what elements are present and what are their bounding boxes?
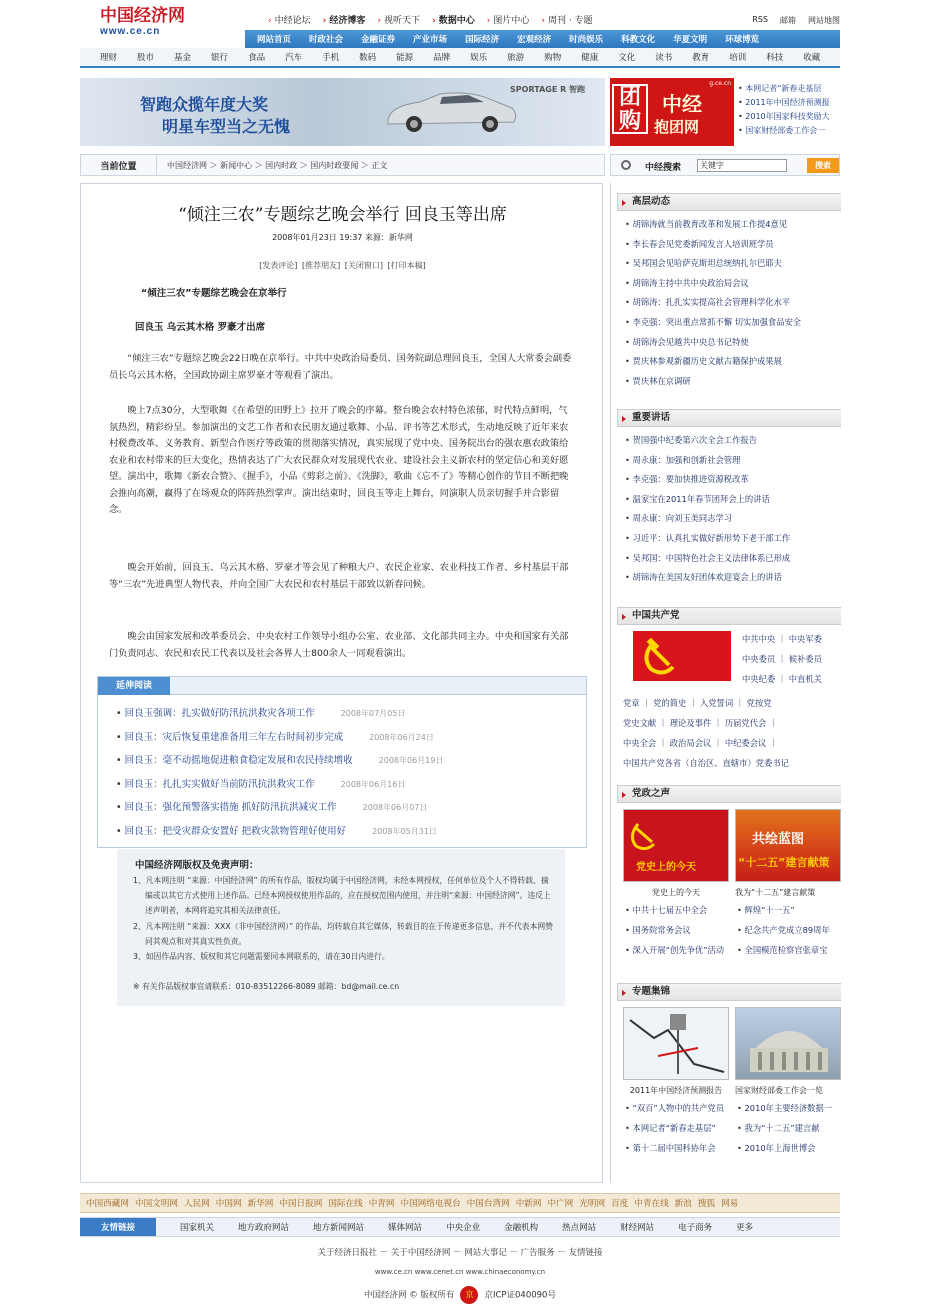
- logo-text: 中国经济网: [100, 6, 185, 26]
- copyright-notice: [117, 849, 565, 1006]
- friend-link[interactable]: 金融机构: [504, 1223, 539, 1233]
- image-text: 党史上的今天: [636, 862, 696, 873]
- copyright-item: 2、凡本网注明 “来源：XXX（非中国经济网）” 的作品，均转载自其它媒体，转载目的在于传递更多信息，并不代表本网赞同其观点和对其真实性负责。: [133, 921, 553, 946]
- footer-copyright-text: 中国经济网 © 版权所有: [364, 1290, 455, 1301]
- sidebar-news-item[interactable]: • 吴邦国：中国特色社会主义法律体系已形成: [617, 549, 841, 569]
- section-title: 党政之声: [617, 785, 841, 803]
- cpc-link-row[interactable]: 中国共产党各省（自治区、直辖市）党委书记: [623, 758, 789, 768]
- media-link[interactable]: 中青网: [368, 1199, 395, 1209]
- tuangou-ad[interactable]: [610, 78, 734, 146]
- main-nav-item[interactable]: 时尚娱乐: [569, 35, 604, 45]
- copyright-title: 中国经济网版权及免责声明：: [135, 860, 259, 871]
- cpc-link-row[interactable]: 中央全会 ｜ 政治局会议 ｜ 中纪委会议 ｜: [623, 738, 778, 748]
- cpc-link-row[interactable]: 中央委员 ｜ 候补委员: [742, 654, 822, 664]
- friend-link[interactable]: 热点网站: [562, 1223, 597, 1233]
- topnav-item[interactable]: › 图片中心: [487, 13, 530, 26]
- logo-url: www.ce.cn: [100, 26, 161, 37]
- category-nav-item[interactable]: 娱乐: [470, 53, 488, 63]
- sidebar-news-item[interactable]: • 胡锦涛就当前教育改革和发展工作提4意见: [617, 215, 841, 235]
- sidebar-news-item[interactable]: • 胡锦涛：扎扎实实提高社会管理科学化水平: [617, 293, 841, 313]
- party-flag-image[interactable]: [633, 631, 731, 681]
- extended-reading-link[interactable]: 回良玉：扎扎实实做好当前防汛抗洪救灾工作: [124, 778, 315, 790]
- media-link[interactable]: 中国日报网: [279, 1199, 323, 1209]
- copyright-contact: ※ 有关作品版权事宜请联系：010-83512266-8089 邮箱：bd@mail.ce.cn: [133, 982, 400, 991]
- category-nav-item[interactable]: 收藏: [803, 53, 821, 63]
- search-box: [610, 154, 840, 176]
- extended-reading-link[interactable]: 回良玉：毫不动摇地促进粮食稳定发展和农民持续增收: [124, 755, 353, 766]
- header: [80, 0, 840, 37]
- sidebar-news-item[interactable]: • 胡锦涛会见越共中央总书记特使: [617, 333, 841, 353]
- section-cpc: [617, 607, 841, 777]
- sidebar-news-item[interactable]: • 本网记者“新春走基层”: [617, 1119, 727, 1139]
- sidebar-news-item[interactable]: • 纪念共产党成立89周年: [729, 921, 841, 941]
- category-nav-item[interactable]: 购物: [544, 53, 562, 63]
- car-banner-ad[interactable]: [80, 78, 605, 146]
- category-nav-item[interactable]: 健康: [581, 53, 599, 63]
- category-nav-item[interactable]: 文化: [618, 53, 636, 63]
- sidebar-news-item[interactable]: • 中共十七届五中全会: [617, 901, 727, 921]
- police-seal-icon[interactable]: 京: [460, 1286, 478, 1304]
- friend-link[interactable]: 财经网站: [620, 1223, 655, 1233]
- friend-link[interactable]: 国家机关: [180, 1223, 215, 1233]
- footer-copyright: [80, 1286, 840, 1304]
- sidebar-news-item[interactable]: • 第十二届中国科协年会: [617, 1139, 727, 1159]
- banner-line2: 明星车型当之无愧: [162, 117, 291, 136]
- media-link[interactable]: 人民网: [183, 1199, 210, 1209]
- copyright-item: 1、凡本网注明 “来源：中国经济网” 的所有作品，版权均属于中国经济网，未经本网授权，任何单位及个人不得转载、摘编或以其它方式使用上述作品。已经本网授权使用作品的，应在授权范围内使用，并注明“来源：中国经济网”。违反上述声明者，本网将追究其相关法律责任。: [133, 876, 551, 916]
- dangshi-today-image[interactable]: [623, 809, 729, 882]
- article-paragraph: “倾注三农”专题综艺晚会22日晚在京举行。中共中央政治局委员、国务院副总理回良玉，全国人大常委会副委员长乌云其木格，全国政协副主席罗豪才等观看了演出。: [109, 353, 572, 381]
- article-paragraph: 晚会由国家发展和改革委员会、中央农村工作领导小组办公室、农业部、文化部共同主办。中央和国家有关部门负责同志、农民和农民工代表以及社会各界人士800余人一同观看演出。: [109, 631, 569, 659]
- section-gaoceng: [617, 193, 841, 391]
- sidebar-news-item[interactable]: • 我为“十二五”建言献: [729, 1119, 841, 1139]
- media-link[interactable]: 中新网: [515, 1199, 542, 1209]
- search-icon: [621, 160, 631, 170]
- category-nav-item[interactable]: 股市: [137, 53, 155, 63]
- sidebar-news-item[interactable]: • 辉煌“十一五”: [729, 901, 841, 921]
- car-image: [380, 88, 520, 133]
- topnav-item[interactable]: › 周刊 · 专题: [541, 13, 592, 26]
- friend-links: [80, 1217, 840, 1237]
- sidebar-news-item[interactable]: • 温家宝在2011年春节团拜会上的讲话: [617, 490, 841, 510]
- hammer-sickle-icon: [633, 631, 731, 681]
- sidebar-news-item[interactable]: • 2010年上海世博会: [729, 1139, 841, 1159]
- footer-domains: www.ce.cn www.cenet.cn www.chinaeconomy.cn: [374, 1268, 546, 1276]
- shierwu-image[interactable]: [735, 809, 841, 882]
- sidebar-news-item[interactable]: • 贾庆林参观新疆历史文献古籍保护成果展: [617, 352, 841, 372]
- ministry-building-image[interactable]: [735, 1007, 841, 1080]
- article-paragraph: 晚会开始前，回良玉、乌云其木格、罗豪才等会见了种粮大户、农民企业家、农业科技工作者、乡村基层干部等“三农”先进典型人物代表，并向全国广大农民和农村基层干部致以新春问候。: [109, 562, 569, 590]
- sidebar-news-item[interactable]: • 全国模范检察官张章宝: [729, 941, 841, 961]
- section-jianghua: [617, 409, 841, 588]
- media-link[interactable]: 新华网: [247, 1199, 274, 1209]
- media-link[interactable]: 中国网: [215, 1199, 242, 1209]
- sidebar-news-item[interactable]: • “双百”人物中的共产党员: [617, 1099, 727, 1119]
- extended-reading-date: 2008年06月16日: [340, 779, 406, 789]
- sidebar-news-item[interactable]: • 深入开展“创先争优”活动: [617, 941, 727, 961]
- main-nav-item[interactable]: 华夏文明: [673, 35, 708, 45]
- footer-links[interactable]: 关于经济日报社 － 关于中国经济网 － 网站大事记 － 广告服务 － 友情链接: [317, 1248, 603, 1258]
- top-news-item[interactable]: • 国家财经部委工作会一: [738, 124, 840, 138]
- sidebar-news-item[interactable]: • 胡锦涛在美国友好团体欢迎宴会上的讲话: [617, 568, 841, 588]
- breadcrumb: [80, 154, 605, 176]
- main-nav-item[interactable]: 环球博览: [725, 35, 760, 45]
- section-dangzheng: [617, 785, 841, 965]
- sidebar-news-item[interactable]: • 李长春会见党委新闻发言人培训班学员: [617, 235, 841, 255]
- section-title: 专题集锦: [617, 983, 841, 1001]
- extended-reading-title: 延伸阅读: [98, 677, 170, 695]
- extended-reading-link[interactable]: 回良玉：灾后恢复重建准备用三年左右时间初步完成: [124, 731, 344, 743]
- sitemap-link[interactable]: 网站地图: [808, 16, 840, 25]
- main-nav-item[interactable]: 宏观经济: [517, 35, 552, 45]
- media-link[interactable]: 国际在线: [328, 1199, 363, 1209]
- top-news-list: [738, 82, 840, 138]
- cpc-link-row[interactable]: 中央纪委 ｜ 中直机关: [742, 674, 822, 684]
- page: [80, 0, 840, 1301]
- image-text: “十二五”建言献策: [738, 856, 830, 869]
- article-tools[interactable]: [发表评论] [推荐朋友] [关闭窗口] [打印本稿]: [259, 261, 426, 270]
- article-paragraph: 晚上7点30分，大型歌舞《在希望的田野上》拉开了晚会的序幕。整台晚会农村特色浓郁，时代特点鲜明，气氛热烈，精彩纷呈。参加演出的文艺工作者和农民朋友通过歌舞、小品、评书等艺术形式，生动地反映了近年来农村税费改革、义务教育、新型合作医疗等政策的贯彻落实情况，真实展现了党中央、国务院出台的强农惠农政策给农业和农村带来的巨大变化，热情表达了广大农民群众对发展现代农业、建设社会主义新农村的坚定信心和美好愿望。演出中，歌舞《新农合赞》、《握手》，小品《剪彩之前》、《洗脚》，歌曲《忘不了》等精心创作的节目不断把晚会推向高潮，赢得了在场观众的阵阵热烈掌声。演出结束时，回良玉等走上舞台，同演职人员亲切握手并合影留念。: [109, 405, 569, 515]
- extended-reading-item[interactable]: [116, 776, 405, 790]
- media-link[interactable]: 光明网: [579, 1199, 606, 1209]
- friend-links-tab[interactable]: 友情链接: [80, 1218, 156, 1236]
- main-nav-item[interactable]: 金融证券: [361, 35, 396, 45]
- copyright-item: 3、如因作品内容、版权和其它问题需要同本网联系的，请在30日内进行。: [133, 952, 390, 962]
- section-title: 中国共产党: [617, 607, 841, 625]
- article-subtitle: “倾注三农”专题综艺晚会在京举行: [141, 288, 287, 299]
- sidebar-news-item[interactable]: • 李克强：要加快推进资源税改革: [617, 470, 841, 490]
- topnav-item[interactable]: › 视听天下: [377, 13, 420, 26]
- section-title: 高层动态: [617, 193, 841, 211]
- building-icon: [736, 1008, 841, 1080]
- sidebar-news-item[interactable]: • 贺国强中纪委第六次全会工作报告: [617, 431, 841, 451]
- extended-reading-date: 2008年07月05日: [340, 709, 406, 718]
- category-nav-item[interactable]: 教育: [692, 53, 710, 63]
- sidebar-news-item[interactable]: • 国务院常务会议: [617, 921, 727, 941]
- main-nav: [245, 30, 840, 48]
- sidebar-news-item[interactable]: • 2010年主要经济数据一: [729, 1099, 841, 1119]
- breadcrumb-path[interactable]: 中国经济网 ＞ 新闻中心 ＞ 国内时政 ＞ 国内时政要闻 ＞ 正文: [167, 160, 388, 170]
- category-nav-item[interactable]: 银行: [211, 53, 229, 63]
- media-link[interactable]: 中国台湾网: [466, 1199, 510, 1209]
- extended-reading-item[interactable]: [116, 752, 443, 766]
- category-nav-item[interactable]: 基金: [174, 53, 192, 63]
- image-caption[interactable]: 我为“十二五”建言献策: [735, 888, 816, 897]
- media-link[interactable]: 中国西藏网: [86, 1199, 129, 1209]
- site-logo[interactable]: [100, 8, 185, 40]
- top-news-item[interactable]: • 2010年国家科技奖励大: [738, 110, 840, 124]
- sidebar-news-item[interactable]: • 周永康：加强和创新社会管理: [617, 451, 841, 471]
- category-nav-item[interactable]: 食品: [248, 53, 266, 63]
- article-subtitle-2: 回良玉 乌云其木格 罗豪才出席: [135, 322, 266, 333]
- search-input[interactable]: 关键字: [697, 159, 787, 172]
- banner-brand: SPORTAGE R 智跑: [510, 85, 586, 94]
- cpc-link-row[interactable]: 党史文献 ｜ 理论及事件 ｜ 历届党代会 ｜: [623, 718, 778, 728]
- category-nav-item[interactable]: 数码: [359, 53, 377, 63]
- icp-number: 京ICP证040090号: [484, 1290, 556, 1301]
- forecast-image[interactable]: [623, 1007, 729, 1080]
- sidebar-news-item[interactable]: • 贾庆林在京调研: [617, 372, 841, 392]
- sidebar-news-item[interactable]: • 吴邦国会见哈萨克斯坦总统纳扎尔巴耶夫: [617, 254, 841, 274]
- extended-reading-date: 2008年06月19日: [378, 756, 444, 765]
- extended-reading-item[interactable]: [116, 705, 405, 719]
- sidebar: [610, 183, 840, 1183]
- category-nav-item[interactable]: 科技: [766, 53, 784, 63]
- category-nav-item[interactable]: 能源: [396, 53, 414, 63]
- friend-link[interactable]: 更多: [736, 1223, 754, 1233]
- tuan-mark: 团购: [612, 84, 648, 134]
- main-nav-item[interactable]: 网站首页: [257, 35, 292, 45]
- extended-reading-link[interactable]: 回良玉强调：扎实做好防汛抗洪救灾各项工作: [124, 708, 315, 719]
- search-button[interactable]: 搜索: [807, 158, 839, 173]
- category-nav-item[interactable]: 品牌: [433, 53, 451, 63]
- article-title: “倾注三农”专题综艺晚会举行 回良玉等出席: [178, 205, 507, 225]
- sidebar-news-item[interactable]: • 习近平：认真扎实做好新形势下老干部工作: [617, 529, 841, 549]
- mail-link[interactable]: 邮箱: [780, 16, 796, 25]
- main-nav-item[interactable]: 时政社会: [309, 35, 344, 45]
- top-links: [740, 15, 840, 26]
- top-news-item[interactable]: • 本网记者“新春走基层: [738, 82, 840, 96]
- category-nav-item[interactable]: 读书: [655, 53, 673, 63]
- media-link[interactable]: 中国网络电视台: [400, 1199, 461, 1209]
- category-nav-item[interactable]: 手机: [322, 53, 340, 63]
- extended-reading-item[interactable]: [116, 823, 437, 837]
- breadcrumb-label: 当前位置: [81, 155, 157, 175]
- sidebar-news-item[interactable]: • 胡锦涛主持中共中央政治局会议: [617, 274, 841, 294]
- friend-link[interactable]: 媒体网站: [388, 1223, 423, 1233]
- topnav-item[interactable]: › 经济博客: [323, 13, 366, 26]
- category-nav-item[interactable]: 理财: [100, 53, 118, 63]
- image-caption[interactable]: 2011年中国经济预测报告: [629, 1086, 723, 1095]
- main-nav-item[interactable]: 国际经济: [465, 35, 500, 45]
- friend-link[interactable]: 地方新闻网站: [313, 1223, 365, 1233]
- media-link[interactable]: 中国文明网: [134, 1199, 178, 1209]
- chart-illustration-icon: [624, 1008, 729, 1080]
- friend-link[interactable]: 电子商务: [678, 1223, 713, 1233]
- friend-link[interactable]: 中央企业: [446, 1223, 481, 1233]
- media-links: [80, 1193, 840, 1213]
- image-caption[interactable]: 党史上的今天: [652, 888, 700, 897]
- topnav-item[interactable]: › 中经论坛: [268, 13, 311, 26]
- tuan-url: g.ce.cn: [709, 80, 731, 87]
- extended-reading-item[interactable]: [116, 799, 427, 813]
- media-link[interactable]: 百度: [611, 1199, 629, 1209]
- main-nav-item[interactable]: 产业市场: [413, 35, 448, 45]
- extended-reading-link[interactable]: 回良玉：强化预警落实措施 抓好防汛抗洪减灾工作: [124, 802, 337, 813]
- category-nav-item[interactable]: 旅游: [507, 53, 525, 63]
- extended-reading-date: 2008年06月24日: [369, 732, 434, 742]
- tuan-title: 中经: [662, 92, 702, 116]
- article: [80, 183, 603, 1183]
- article-meta: 2008年01月23日 19:37 来源：新华网: [272, 233, 413, 242]
- media-link[interactable]: 中广网: [547, 1199, 574, 1209]
- main-nav-item[interactable]: 科教文化: [621, 35, 656, 45]
- extended-reading-link[interactable]: 回良玉：把受灾群众安置好 把救灾款物管理好使用好: [124, 825, 347, 837]
- topnav-item[interactable]: › 数据中心: [432, 13, 475, 26]
- cpc-link-row[interactable]: 中共中央 ｜ 中央军委: [742, 634, 822, 644]
- category-nav-item[interactable]: 汽车: [285, 53, 303, 63]
- tuan-sub: 抱团网: [654, 118, 700, 136]
- top-news-item[interactable]: • 2011年中国经济预测报: [738, 96, 840, 110]
- search-label: 中经搜索: [645, 163, 682, 173]
- extended-reading: [97, 676, 587, 848]
- media-link[interactable]: 新浪: [674, 1199, 692, 1209]
- sidebar-news-item[interactable]: • 周永康：向刘玉美同志学习: [617, 509, 841, 529]
- rss-link[interactable]: RSS: [752, 15, 768, 24]
- media-link[interactable]: 网易: [721, 1199, 739, 1209]
- extended-reading-date: 2008年05月31日: [372, 826, 437, 836]
- category-nav-item[interactable]: 培训: [729, 53, 747, 63]
- image-text: 共绘蓝图: [752, 832, 805, 847]
- extended-reading-item[interactable]: [116, 729, 434, 743]
- image-caption[interactable]: 国家财经部委工作会一览: [735, 1086, 823, 1095]
- cpc-link-row[interactable]: 党章 ｜ 党的简史 ｜ 入党誓词 ｜ 党按党: [623, 698, 772, 708]
- media-link[interactable]: 搜狐: [697, 1199, 716, 1209]
- extended-reading-date: 2008年06月07日: [362, 803, 428, 812]
- section-title: 重要讲话: [617, 409, 841, 427]
- sidebar-news-item[interactable]: • 李克强：突出重点常抓不懈 切实加强食品安全: [617, 313, 841, 333]
- media-link[interactable]: 中青在线: [634, 1199, 669, 1209]
- section-zhuanti: [617, 983, 841, 1183]
- banner-line1: 智跑众揽年度大奖: [140, 95, 269, 114]
- friend-link[interactable]: 地方政府网站: [238, 1223, 290, 1233]
- category-nav: [80, 48, 840, 68]
- top-nav: [268, 13, 605, 26]
